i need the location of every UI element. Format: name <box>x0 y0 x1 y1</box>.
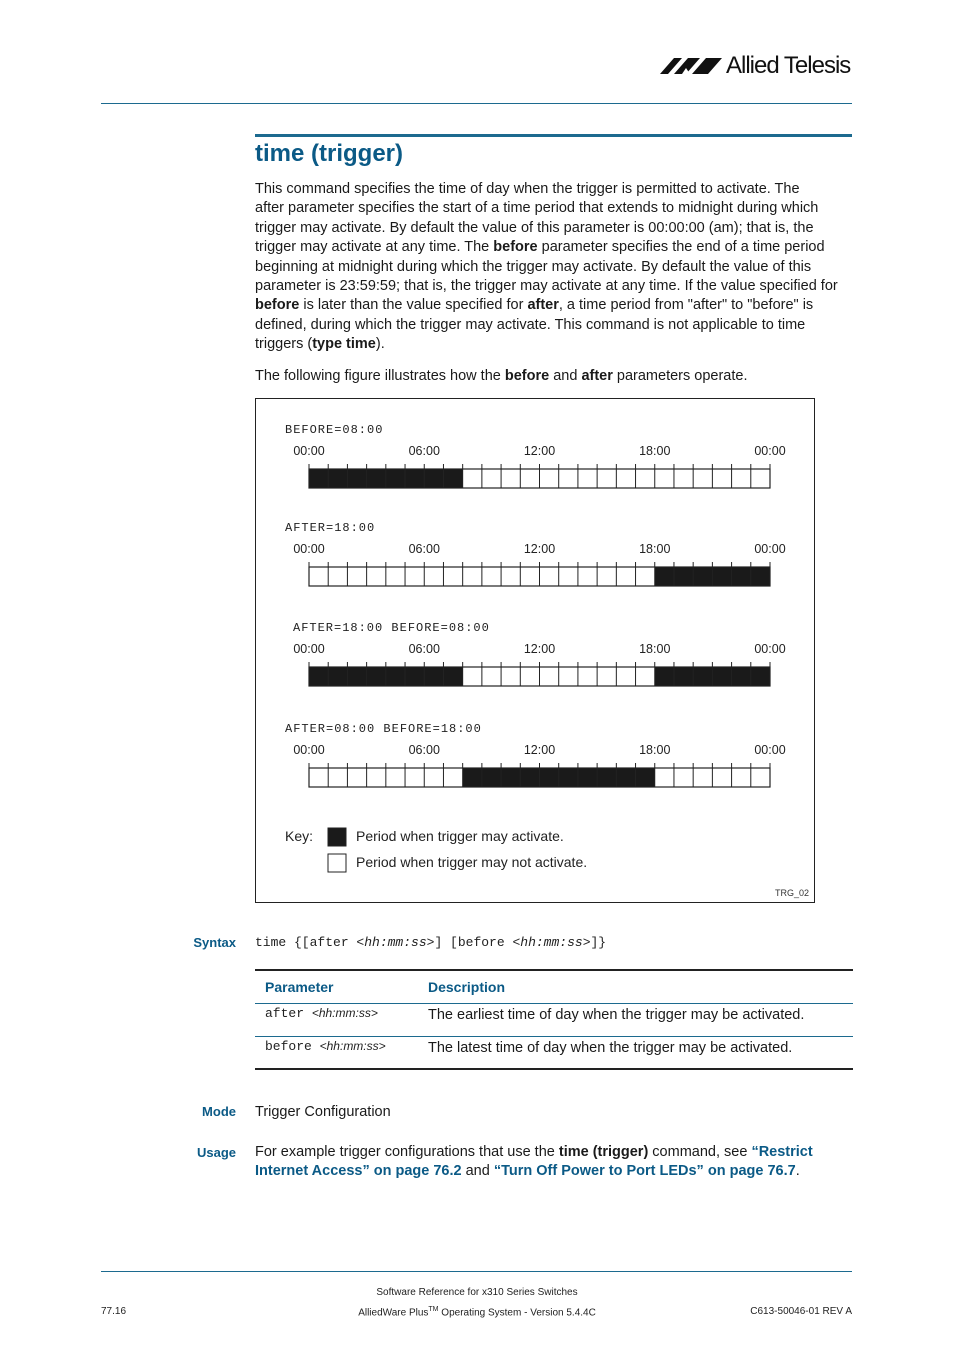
table-row-param: before <hh:mm:ss> <box>265 1039 386 1054</box>
intro-line: triggers (type time). <box>255 336 385 353</box>
tick-label: 18:00 <box>639 444 671 458</box>
usage-text: For example trigger configurations that use the time (trigger) command, see “Restrict Internet Access” on page 76.2 and “Turn Off Power to Port LEDs” on page 76.7. <box>255 1144 813 1180</box>
link-restrict-internet-access[interactable]: Internet Access” on page 76.2 <box>255 1163 462 1180</box>
doc-id: C613-50046-01 REV A <box>750 1306 852 1317</box>
key-active-text: Period when trigger may activate. <box>356 828 564 844</box>
trigger-time-figure <box>255 398 815 903</box>
tick-label: 00:00 <box>293 642 325 656</box>
timeline-label: AFTER=18:00 <box>285 521 376 535</box>
key-active-swatch <box>328 828 346 846</box>
table-top-rule <box>255 969 853 971</box>
page-title: time (trigger) <box>255 140 404 167</box>
table-header-description: Description <box>428 979 506 995</box>
timeline-diagram <box>256 399 814 902</box>
link-restrict-internet-access[interactable]: “Restrict <box>751 1144 813 1160</box>
tick-label: 12:00 <box>523 642 556 656</box>
key-label: Key: <box>285 828 314 844</box>
tick-label: 00:00 <box>754 444 786 458</box>
table-row-param: after <hh:mm:ss> <box>265 1006 378 1021</box>
tick-label: 00:00 <box>293 444 325 458</box>
table-header-parameter: Parameter <box>265 979 334 995</box>
table-rule <box>255 1036 853 1037</box>
intro-line: beginning at midnight during which the trigger may activate. By default the value of this <box>255 258 812 275</box>
tick-label: 06:00 <box>408 542 440 556</box>
tick-label: 18:00 <box>639 642 671 656</box>
tick-label: 12:00 <box>523 743 556 757</box>
timeline-label: AFTER=18:00 BEFORE=08:00 <box>293 621 490 635</box>
intro-line: trigger may activate at any time. The before parameter specifies the end of a time period <box>255 239 825 256</box>
tick-label: 00:00 <box>754 743 786 757</box>
usage-heading: Usage <box>196 1145 236 1160</box>
tick-label: 18:00 <box>639 542 671 556</box>
table-row-description: The earliest time of day when the trigger may be activated. <box>428 1007 805 1023</box>
mode-heading: Mode <box>202 1104 236 1119</box>
timeline-label: AFTER=08:00 BEFORE=18:00 <box>285 722 482 736</box>
intro-line: defined, during which the trigger may activate. This command is not applicable to time <box>255 316 806 333</box>
intro-line: after parameter specifies the start of a time period that extends to midnight during which <box>255 200 819 217</box>
table-bottom-rule <box>255 1068 853 1070</box>
key-inactive-swatch <box>328 854 346 872</box>
tick-label: 00:00 <box>293 743 325 757</box>
key-inactive-text: Period when trigger may not activate. <box>356 854 588 870</box>
intro-paragraph <box>255 180 853 355</box>
tick-label: 12:00 <box>523 444 556 458</box>
intro-line: before is later than the value specified for after, a time period from "after" to "before" is <box>255 297 814 314</box>
page-number: 77.16 <box>101 1306 127 1317</box>
mode-text: Trigger Configuration <box>255 1104 391 1120</box>
tick-label: 12:00 <box>523 542 556 556</box>
footer-title: Software Reference for x310 Series Switches <box>376 1287 578 1298</box>
timeline-label: BEFORE=08:00 <box>285 423 384 437</box>
intro-line: parameter is 23:59:59; that is, the trigger may activate at any time. If the value specified for <box>255 278 838 295</box>
header-rule <box>101 103 852 104</box>
tick-label: 00:00 <box>754 542 786 556</box>
figure-intro: The following figure illustrates how the before and after parameters operate. <box>255 368 748 384</box>
tick-label: 00:00 <box>293 542 325 556</box>
syntax-command: time {[after <hh:mm:ss>] [before <hh:mm:ss>]} <box>255 935 607 950</box>
intro-line: This command specifies the time of day when the trigger is permitted to activate. The <box>255 181 800 197</box>
footer-rule <box>101 1271 852 1272</box>
tick-label: 00:00 <box>754 642 786 656</box>
tick-label: 06:00 <box>408 743 440 757</box>
figure-id: TRG_02 <box>775 888 810 898</box>
allied-telesis-logo-icon <box>660 50 722 82</box>
intro-line: trigger may activate. By default the value of this parameter is 00:00:00 (am); that is, the <box>255 219 814 236</box>
tick-label: 18:00 <box>639 743 671 757</box>
table-row-description: The latest time of day when the trigger may be activated. <box>428 1040 793 1056</box>
table-rule <box>255 1003 853 1004</box>
allied-telesis-logo <box>660 50 855 82</box>
link-turn-off-power-leds[interactable]: “Turn Off Power to Port LEDs” on page 76.7 <box>493 1163 796 1180</box>
syntax-heading: Syntax <box>193 935 236 950</box>
tick-label: 06:00 <box>408 444 440 458</box>
footer-version: AlliedWare Plus™ Operating System - Version 5.4.4C <box>358 1306 596 1319</box>
tick-label: 06:00 <box>408 642 440 656</box>
logo-text: Allied Telesis <box>726 52 851 79</box>
title-rule <box>255 134 852 137</box>
